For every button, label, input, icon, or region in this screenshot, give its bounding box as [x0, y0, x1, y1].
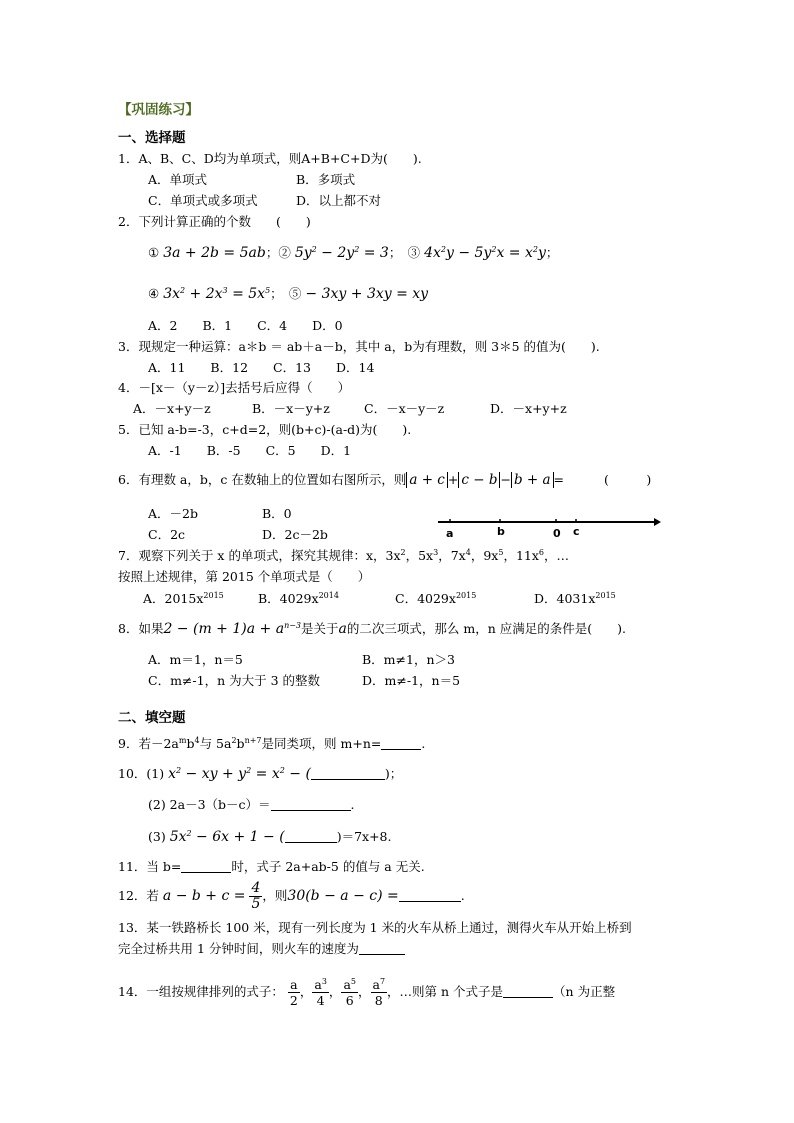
q7-line2: 按照上述规律，第 2015 个单项式是（ ） [118, 569, 371, 584]
q11-answer-blank[interactable] [181, 859, 231, 873]
q3-options: A．11 B．12 C．13 D．14 [148, 360, 375, 375]
q6-abs3: b + a [511, 472, 554, 488]
q6-option-c: C．2c [148, 527, 186, 542]
number-line-label-c: c [573, 525, 580, 538]
q10-part2: (2) 2a－3（b－c）＝ . [148, 797, 355, 812]
q13-line2: 完全过桥共用 1 分钟时间，则火车的速度为 [118, 941, 405, 957]
q8-option-b: B．m≠1，n＞3 [362, 652, 455, 667]
q14-fraction-4: $\frac{a^7}{8}$ [372, 977, 386, 1008]
q10-part3-blank[interactable] [285, 829, 337, 843]
number-line-label-b: b [497, 525, 505, 538]
q2-expr1: 3a + 2b = 5ab [163, 245, 266, 261]
q6-abs1: a + c [406, 472, 448, 488]
q2-stem: 2．下列计算正确的个数 ( ) [118, 214, 311, 229]
q14-fraction-3: $\frac{a^5}{6}$ [343, 977, 356, 1008]
q1-option-d: D．以上都不对 [296, 193, 382, 208]
q7-option-a: A．$2015x^{2015}$ [143, 591, 224, 606]
q2-expr5: − 3xy + 3xy = xy [305, 286, 429, 302]
q2-expr2: $5y^2 - 2y^2 = 3$ [294, 245, 389, 261]
part2-heading: 二、填空题 [118, 710, 186, 726]
q4-option-b: B．－x－y+z [252, 401, 330, 416]
q6-option-a: A．－2b [148, 506, 198, 521]
q2-sep4: ； ⑤ [270, 286, 302, 301]
q8-option-c: C．m≠-1，n 为大于 3 的整数 [148, 673, 320, 688]
q2-line2 [148, 286, 428, 302]
section-title: 【巩固练习】 [118, 102, 199, 118]
q7-option-b: B．$4029x^{2014}$ [258, 591, 339, 606]
q8-expr: $2 - (m + 1)a + a^{n-3}$ [163, 621, 302, 637]
q2-expr4: $3x^2 + 2x^3 = 5x^5$ [163, 286, 271, 302]
number-line-label-a: a [446, 527, 454, 540]
number-line-label-0: 0 [553, 527, 561, 540]
q12-answer-blank[interactable] [399, 888, 461, 902]
q10-part1: 10．(1) $x^2$ − xy + $y^2 = x^2$ − ( )； [118, 766, 403, 782]
q4-option-a: A．－x+y－z [133, 401, 211, 416]
q14-fraction-1: $\frac{a}{2}$ [289, 977, 298, 1008]
q9-stem: 9．若$-2a^mb^4$与 $5a^2b^{n+7}$是同类项，则 m+n= . [118, 736, 426, 751]
q7-option-d: D．$4031x^{2015}$ [534, 591, 616, 606]
q8-option-d: D．m≠-1，n＝5 [362, 673, 461, 688]
q5-options: A．-1 B．-5 C．5 D．1 [148, 443, 352, 458]
q14-answer-blank[interactable] [503, 984, 553, 998]
q4-stem: 4．－[x－（y－z）]去括号后应得（ ） [118, 380, 351, 395]
q2-sep3: ； [545, 245, 559, 260]
q6-abs2: c − b [458, 472, 500, 488]
q8-stem: 8．如果$2 - (m + 1)a + a^{n-3}$是关于a的二次三项式，那么 m，n 应满足的条件是( ). [118, 621, 626, 637]
q12-stem: 12．若 a − b + c = $\frac{4}{5}$ ，则30(b − a − c) = . [118, 880, 465, 912]
q8-option-a: A．m＝1，n＝5 [148, 652, 243, 667]
part1-heading: 一、选择题 [118, 130, 186, 146]
q1-option-a: A．单项式 [148, 172, 208, 187]
q2-line1 [148, 245, 558, 261]
q1-stem: 1．A、B、C、D均为单项式，则A+B+C+D为( ). [118, 151, 422, 166]
q6-answer-paren: ( ) [604, 472, 652, 487]
q7-stem: 7．观察下列关于 x 的单项式，探究其规律：x，$3x^2$，$5x^3$，$7x^4$，$9x^5$，$11x^6$，… [118, 548, 570, 563]
q4-option-c: C．－x－y－z [364, 401, 445, 416]
q10-part1-blank[interactable] [311, 766, 385, 780]
q2-options: A．2 B．1 C．4 D．0 [148, 318, 343, 333]
q6-option-b: B．0 [262, 506, 292, 521]
q1-option-c: C．单项式或多项式 [148, 193, 258, 208]
q2-num4: ④ [148, 286, 160, 301]
q7-option-c: C．$4029x^{2015}$ [395, 591, 477, 606]
q9-answer-blank[interactable] [381, 736, 421, 750]
q13-line1: 13．某一铁路桥长 100 米，现有一列长度为 1 米的火车从桥上通过，测得火车从开始上桥到 [118, 920, 632, 935]
q11-stem: 11．当 b= 时，式子 2a+ab-5 的值与 a 无关. [118, 859, 425, 874]
q13-answer-blank[interactable] [359, 941, 405, 955]
q14-stem: 14．一组按规律排列的式子： $\frac{a}{2}$ ， $\frac{a^3}{4}$ ， $\frac{a^5}{6}$ ， $\frac{a^7}{8}$ ，…则第 n 个式子是 （n 为正整 [118, 977, 616, 1008]
q6-stem: 6．有理数 a，b，c 在数轴上的位置如右图所示，则 a + c + c − b − b + a = [118, 472, 565, 488]
number-line-arrow [654, 518, 661, 526]
q2-num1: ① [148, 245, 160, 260]
q2-sep1: ；② [265, 245, 291, 260]
q1-option-b: B．多项式 [296, 172, 356, 187]
q2-sep2: ； ③ [388, 245, 421, 260]
q12-fraction: $\frac{4}{5}$ [251, 880, 261, 912]
q10-part2-blank[interactable] [271, 797, 351, 811]
q4-option-d: D．－x+y+z [490, 401, 567, 416]
q14-fraction-2: $\frac{a^3}{4}$ [314, 977, 327, 1008]
q2-expr3: $4x^2y - 5y^2x = x^2y$ [424, 245, 546, 261]
q6-option-d: D．2c－2b [262, 527, 328, 542]
q10-part3: (3) $5x^2 - 6x + 1$ − ( )＝7x+8. [148, 829, 392, 845]
q5-stem: 5．已知 a-b=-3，c+d=2，则(b+c)-(a-d)为( ). [118, 422, 412, 437]
q3-stem: 3．现规定一种运算：a＊b ＝ ab＋a－b，其中 a，b为有理数，则 3＊5 的值为( ). [118, 339, 600, 354]
number-line [436, 514, 662, 532]
